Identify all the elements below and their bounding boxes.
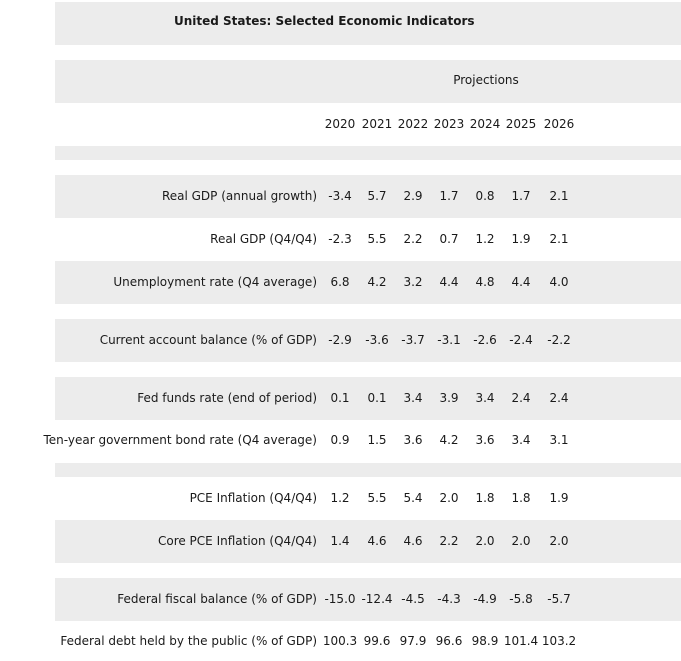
table-cell: 1.7 — [439, 189, 459, 203]
year-header-cell: 2025 — [505, 117, 537, 131]
table-cell: 4.4 — [511, 275, 531, 289]
projections-header: Projections — [453, 73, 519, 87]
table-cell: 99.6 — [363, 634, 391, 648]
table-cell: 100.3 — [322, 634, 358, 648]
table-cell: -5.8 — [509, 592, 533, 606]
table-cell: 2.9 — [403, 189, 423, 203]
table-cell: 2.0 — [439, 491, 459, 505]
table-cell: -2.6 — [473, 333, 497, 347]
table-cell: -4.3 — [437, 592, 461, 606]
table-cell: 6.8 — [330, 275, 350, 289]
table-cell: 5.5 — [367, 491, 387, 505]
table-cell: 3.4 — [511, 433, 531, 447]
table-cell: -3.6 — [365, 333, 389, 347]
table-cell: -4.5 — [401, 592, 425, 606]
table-cell: 3.4 — [475, 391, 495, 405]
table-cell: -3.4 — [328, 189, 352, 203]
table-cell: 4.2 — [367, 275, 387, 289]
table-cell: 4.2 — [439, 433, 459, 447]
row-label: Ten-year government bond rate (Q4 average) — [43, 433, 317, 447]
table-cell: 1.7 — [511, 189, 531, 203]
table-cell: -3.1 — [437, 333, 461, 347]
table-cell: 5.5 — [367, 232, 387, 246]
table-cell: -2.9 — [328, 333, 352, 347]
table-cell: 4.4 — [439, 275, 459, 289]
table-cell: 2.0 — [511, 534, 531, 548]
table-cell: 0.7 — [439, 232, 459, 246]
year-header-cell: 2026 — [543, 117, 575, 131]
table-cell: 4.6 — [367, 534, 387, 548]
row-band — [55, 463, 681, 477]
table-cell: 1.9 — [511, 232, 531, 246]
table-cell: 3.6 — [475, 433, 495, 447]
row-label: Federal debt held by the public (% of GDP) — [60, 634, 317, 648]
table-cell: 0.1 — [367, 391, 387, 405]
row-label: Real GDP (annual growth) — [161, 189, 317, 203]
table-cell: 4.8 — [475, 275, 495, 289]
table-cell: 0.9 — [330, 433, 350, 447]
year-header-cell: 2020 — [324, 117, 356, 131]
table-cell: -3.7 — [401, 333, 425, 347]
table-cell: 3.1 — [549, 433, 569, 447]
row-label: Federal fiscal balance (% of GDP) — [117, 592, 317, 606]
table-cell: 2.2 — [439, 534, 459, 548]
table-cell: 3.9 — [439, 391, 459, 405]
row-label: Current account balance (% of GDP) — [99, 333, 317, 347]
table-cell: 5.7 — [367, 189, 387, 203]
table-cell: 96.6 — [435, 634, 463, 648]
table-cell: 1.2 — [330, 491, 350, 505]
table-cell: 4.6 — [403, 534, 423, 548]
table-cell: 2.0 — [549, 534, 569, 548]
table-cell: 2.0 — [475, 534, 495, 548]
table-cell: 0.8 — [475, 189, 495, 203]
table-cell: 1.8 — [475, 491, 495, 505]
row-label: Real GDP (Q4/Q4) — [210, 232, 317, 246]
table-cell: -2.4 — [509, 333, 533, 347]
year-header-cell: 2024 — [469, 117, 501, 131]
table-cell: 98.9 — [471, 634, 499, 648]
table-cell: 1.4 — [330, 534, 350, 548]
year-header-cell: 2023 — [433, 117, 465, 131]
table-cell: 97.9 — [399, 634, 427, 648]
table-cell: 3.4 — [403, 391, 423, 405]
table-cell: -2.2 — [547, 333, 571, 347]
table-cell: -2.3 — [328, 232, 352, 246]
table-cell: -15.0 — [324, 592, 356, 606]
table-cell: 1.9 — [549, 491, 569, 505]
table-cell: 3.6 — [403, 433, 423, 447]
table-cell: 2.1 — [549, 232, 569, 246]
table-cell: -5.7 — [547, 592, 571, 606]
table-cell: 2.1 — [549, 189, 569, 203]
table-cell: 103.2 — [541, 634, 577, 648]
projections-band — [55, 60, 681, 103]
table-cell: 1.2 — [475, 232, 495, 246]
table-cell: 2.4 — [549, 391, 569, 405]
table-title: United States: Selected Economic Indicators — [174, 14, 475, 28]
table-cell: 4.0 — [549, 275, 569, 289]
table-cell: 3.2 — [403, 275, 423, 289]
spacer-band — [55, 146, 681, 160]
table-cell: -4.9 — [473, 592, 497, 606]
table-cell: 0.1 — [330, 391, 350, 405]
row-label: Fed funds rate (end of period) — [137, 391, 317, 405]
row-label: Unemployment rate (Q4 average) — [113, 275, 317, 289]
table-cell: 1.8 — [511, 491, 531, 505]
table-cell: 1.5 — [367, 433, 387, 447]
table-cell: -12.4 — [361, 592, 393, 606]
row-label: Core PCE Inflation (Q4/Q4) — [157, 534, 317, 548]
table-cell: 101.4 — [503, 634, 539, 648]
table-cell: 2.4 — [511, 391, 531, 405]
table-cell: 5.4 — [403, 491, 423, 505]
table-cell: 2.2 — [403, 232, 423, 246]
year-header-cell: 2021 — [361, 117, 393, 131]
row-label: PCE Inflation (Q4/Q4) — [189, 491, 317, 505]
year-header-cell: 2022 — [397, 117, 429, 131]
